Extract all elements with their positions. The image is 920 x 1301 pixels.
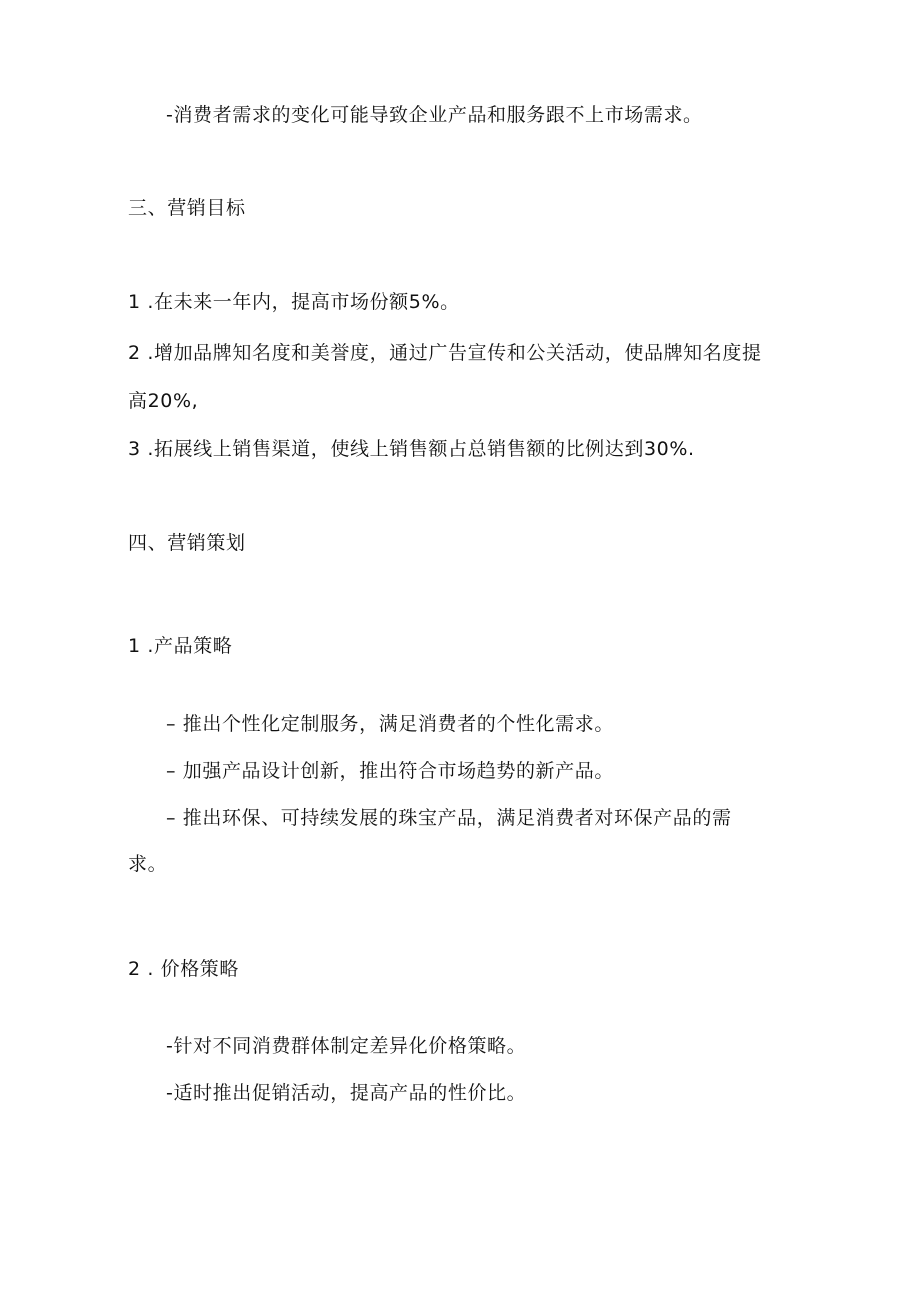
intro-bullet: -消费者需求的变化可能导致企业产品和服务跟不上市场需求。 <box>166 104 703 126</box>
price-bullet-2: -适时推出促销活动，提高产品的性价比。 <box>166 1082 527 1104</box>
goal-item-1: 1 .在未来一年内，提高市场份额5%。 <box>128 291 460 313</box>
section-heading-marketing-plan: 四、营销策划 <box>128 532 246 554</box>
product-bullet-3: – 推出环保、可持续发展的珠宝产品，满足消费者对环保产品的需 <box>166 807 732 829</box>
product-bullet-1: – 推出个性化定制服务，满足消费者的个性化需求。 <box>166 713 614 735</box>
price-bullet-1: -针对不同消费群体制定差异化价格策略。 <box>166 1035 527 1057</box>
product-bullet-2: – 加强产品设计创新，推出符合市场趋势的新产品。 <box>166 760 614 782</box>
subsection-title-product-strategy: 1 .产品策略 <box>128 635 233 657</box>
section-heading-marketing-goals: 三、营销目标 <box>128 197 246 219</box>
product-bullet-3-continued: 求。 <box>128 853 168 875</box>
goal-item-2-continued: 高20%, <box>128 390 199 412</box>
subsection-title-price-strategy: 2 . 价格策略 <box>128 958 240 980</box>
goal-item-2: 2 .增加品牌知名度和美誉度，通过广告宣传和公关活动，使品牌知名度提 <box>128 342 762 364</box>
goal-item-3: 3 .拓展线上销售渠道，使线上销售额占总销售额的比例达到30%. <box>128 438 695 460</box>
